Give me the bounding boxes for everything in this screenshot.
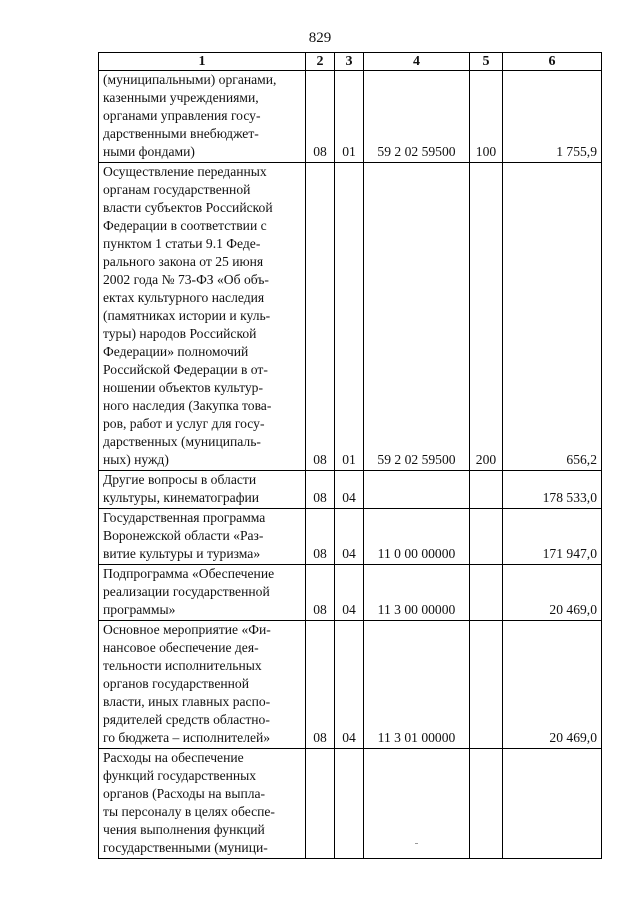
row-subsection: 04: [335, 621, 364, 749]
row-section: 08: [306, 471, 335, 509]
row-expense-type: 100: [470, 71, 503, 163]
row-section: 08: [306, 621, 335, 749]
row-expense-type: [470, 749, 503, 859]
row-amount: 656,2: [503, 163, 602, 471]
col-header-expense-type: 5: [470, 53, 503, 71]
row-subsection: 04: [335, 471, 364, 509]
row-expense-type: [470, 509, 503, 565]
row-name: Расходы на обеспечение функций государственных органов (Расходы на выпла- ты персоналу в целях обеспе- чения выполнения функций государственными (муници-: [99, 749, 306, 859]
col-header-target-code: 4: [364, 53, 470, 71]
row-target-code: 11 3 00 00000: [364, 565, 470, 621]
row-target-code: 11 3 01 00000: [364, 621, 470, 749]
table-row: [99, 749, 602, 859]
row-amount: 20 469,0: [503, 621, 602, 749]
row-target-code: 59 2 02 59500: [364, 163, 470, 471]
page-number: 829: [308, 30, 332, 46]
row-amount: 20 469,0: [503, 565, 602, 621]
table-row: [99, 471, 602, 509]
table-row: [99, 163, 602, 471]
table-row: [99, 621, 602, 749]
row-amount: 171 947,0: [503, 509, 602, 565]
row-section: 08: [306, 565, 335, 621]
table-row: [99, 565, 602, 621]
header-row: [99, 53, 602, 71]
row-subsection: 04: [335, 509, 364, 565]
row-subsection: 04: [335, 565, 364, 621]
table-row: [99, 71, 602, 163]
row-subsection: 01: [335, 163, 364, 471]
table-row: [99, 509, 602, 565]
row-amount: 1 755,9: [503, 71, 602, 163]
row-amount: [503, 749, 602, 859]
row-section: 08: [306, 71, 335, 163]
row-name: Другие вопросы в области культуры, кинематографии: [99, 471, 306, 509]
col-header-section: 2: [306, 53, 335, 71]
col-header-amount: 6: [503, 53, 602, 71]
row-section: [306, 749, 335, 859]
row-expense-type: [470, 471, 503, 509]
row-name: (муниципальными) органами, казенными учреждениями, органами управления госу- дарственными внебюджет- ными фондами): [99, 71, 306, 163]
col-header-subsection: 3: [335, 53, 364, 71]
row-subsection: [335, 749, 364, 859]
row-name: Государственная программа Воронежской области «Раз- витие культуры и туризма»: [99, 509, 306, 565]
row-subsection: 01: [335, 71, 364, 163]
budget-table: [98, 52, 602, 859]
scan-speck: [415, 843, 418, 844]
row-name: Осуществление переданных органам государственной власти субъектов Российской Федерации в соответствии с пунктом 1 статьи 9.1 Феде- рального закона от 25 июня 2002 года № 73-ФЗ «Об объ- ектах культурного наследия (памятниках истории и куль- туры) народов Российской Федерации» полномочий Российской Федерации в от- ношении объектов культур- ного наследия (Закупка това- ров, работ и услуг для госу- дарственных (муниципаль- ных) нужд): [99, 163, 306, 471]
row-name: Подпрограмма «Обеспечение реализации государственной программы»: [99, 565, 306, 621]
row-name: Основное мероприятие «Фи- нансовое обеспечение дея- тельности исполнительных органов государственной власти, иных главных распо- рядителей средств областно- го бюджета – исполнителей»: [99, 621, 306, 749]
row-target-code: 11 0 00 00000: [364, 509, 470, 565]
row-expense-type: 200: [470, 163, 503, 471]
row-target-code: 59 2 02 59500: [364, 71, 470, 163]
row-expense-type: [470, 621, 503, 749]
row-expense-type: [470, 565, 503, 621]
row-amount: 178 533,0: [503, 471, 602, 509]
row-target-code: [364, 471, 470, 509]
row-section: 08: [306, 163, 335, 471]
row-section: 08: [306, 509, 335, 565]
row-target-code: [364, 749, 470, 859]
col-header-name: 1: [99, 53, 306, 71]
